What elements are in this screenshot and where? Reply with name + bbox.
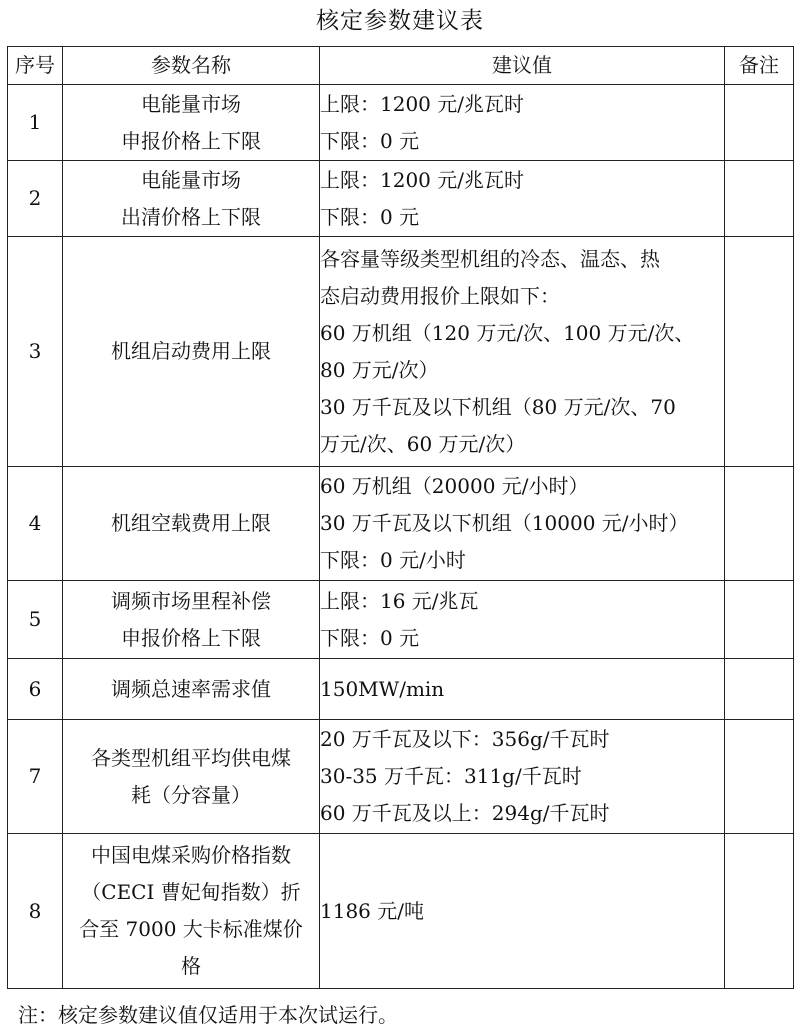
row-index: 1: [8, 85, 63, 161]
table-row: [8, 237, 794, 467]
table-row: [8, 581, 794, 659]
param-name-line: 各类型机组平均供电煤: [91, 745, 291, 770]
param-name-line: 机组空载费用上限: [111, 511, 271, 535]
param-name-line: 耗（分容量）: [131, 782, 251, 807]
header-value: 建议值: [320, 47, 725, 85]
param-value: [320, 85, 725, 161]
param-note: [725, 85, 794, 161]
table-row: [8, 834, 794, 989]
param-value-line: 20 万千瓦及以下：356g/千瓦时: [320, 727, 610, 751]
header-row: [8, 47, 794, 85]
param-note: [725, 467, 794, 581]
param-name: [63, 581, 320, 659]
param-value-line: 下限：0 元: [320, 204, 420, 229]
param-value-line: 1186 元/吨: [320, 898, 424, 923]
param-name: [63, 720, 320, 834]
row-index: 8: [8, 834, 63, 989]
param-value-line: 80 万元/次）: [320, 357, 439, 382]
param-name-line: 出清价格上下限: [121, 204, 261, 229]
param-value: [320, 720, 725, 834]
param-value-line: 30-35 万千瓦：311g/千瓦时: [320, 764, 582, 788]
table-row: [8, 720, 794, 834]
param-note: [725, 161, 794, 237]
param-value-line: 态启动费用报价上限如下：: [320, 283, 560, 308]
param-value-line: 150MW/min: [320, 676, 445, 701]
param-name-line: 机组启动费用上限: [111, 339, 271, 363]
footnote: 注：核定参数建议值仅适用于本次试运行。: [18, 1003, 398, 1027]
param-value-line: 下限：0 元: [320, 625, 420, 650]
param-name: [63, 85, 320, 161]
param-name-line: 电能量市场: [141, 91, 241, 116]
header-note: 备注: [725, 47, 794, 85]
header-name: 参数名称: [63, 47, 320, 85]
param-value: [320, 161, 725, 237]
param-name-line: （CECI 曹妃甸指数）折: [81, 880, 301, 904]
param-name-line: 调频市场里程补偿: [111, 588, 271, 613]
param-value: [320, 659, 725, 720]
param-value-line: 60 万机组（20000 元/小时）: [320, 474, 589, 498]
param-value-line: 60 万千瓦及以上：294g/千瓦时: [320, 801, 610, 825]
param-value: [320, 581, 725, 659]
param-name-line: 申报价格上下限: [121, 625, 261, 650]
param-name: [63, 659, 320, 720]
param-note: [725, 720, 794, 834]
table-row: [8, 85, 794, 161]
table-row: [8, 659, 794, 720]
param-value: [320, 237, 725, 467]
param-note: [725, 581, 794, 659]
row-index: 3: [8, 237, 63, 467]
param-value-line: 30 万千瓦及以下机组（80 万元/次、70: [320, 394, 676, 419]
param-value-line: 下限：0 元/小时: [320, 548, 466, 572]
param-name: [63, 237, 320, 467]
param-value: [320, 467, 725, 581]
row-index: 4: [8, 467, 63, 581]
param-value-line: 上限：1200 元/兆瓦时: [320, 91, 524, 116]
param-value-line: 上限：1200 元/兆瓦时: [320, 167, 524, 192]
header-index: 序号: [8, 47, 63, 85]
param-name-line: 电能量市场: [141, 167, 241, 192]
param-name: [63, 161, 320, 237]
param-name-line: 中国电煤采购价格指数: [91, 843, 291, 867]
param-note: [725, 659, 794, 720]
param-value-line: 下限：0 元: [320, 128, 420, 153]
table-title: 核定参数建议表: [316, 8, 484, 34]
param-name: [63, 467, 320, 581]
param-value-line: 万元/次、60 万元/次）: [320, 431, 526, 456]
row-index: 2: [8, 161, 63, 237]
row-index: 5: [8, 581, 63, 659]
param-name-line: 合至 7000 大卡标准煤价: [79, 917, 303, 941]
param-name: [63, 834, 320, 989]
row-index: 7: [8, 720, 63, 834]
param-name-line: 调频总速率需求值: [111, 676, 271, 701]
param-value-line: 60 万机组（120 万元/次、100 万元/次、: [320, 320, 695, 345]
param-value-line: 上限：16 元/兆瓦: [320, 588, 479, 613]
param-value: [320, 834, 725, 989]
table-row: [8, 467, 794, 581]
param-note: [725, 237, 794, 467]
parameter-table: [7, 46, 794, 989]
row-index: 6: [8, 659, 63, 720]
param-name-line: 格: [181, 954, 201, 978]
table-row: [8, 161, 794, 237]
param-value-line: 30 万千瓦及以下机组（10000 元/小时）: [320, 511, 689, 535]
param-value-line: 各容量等级类型机组的冷态、温态、热: [320, 246, 660, 271]
param-name-line: 申报价格上下限: [121, 128, 261, 153]
param-note: [725, 834, 794, 989]
